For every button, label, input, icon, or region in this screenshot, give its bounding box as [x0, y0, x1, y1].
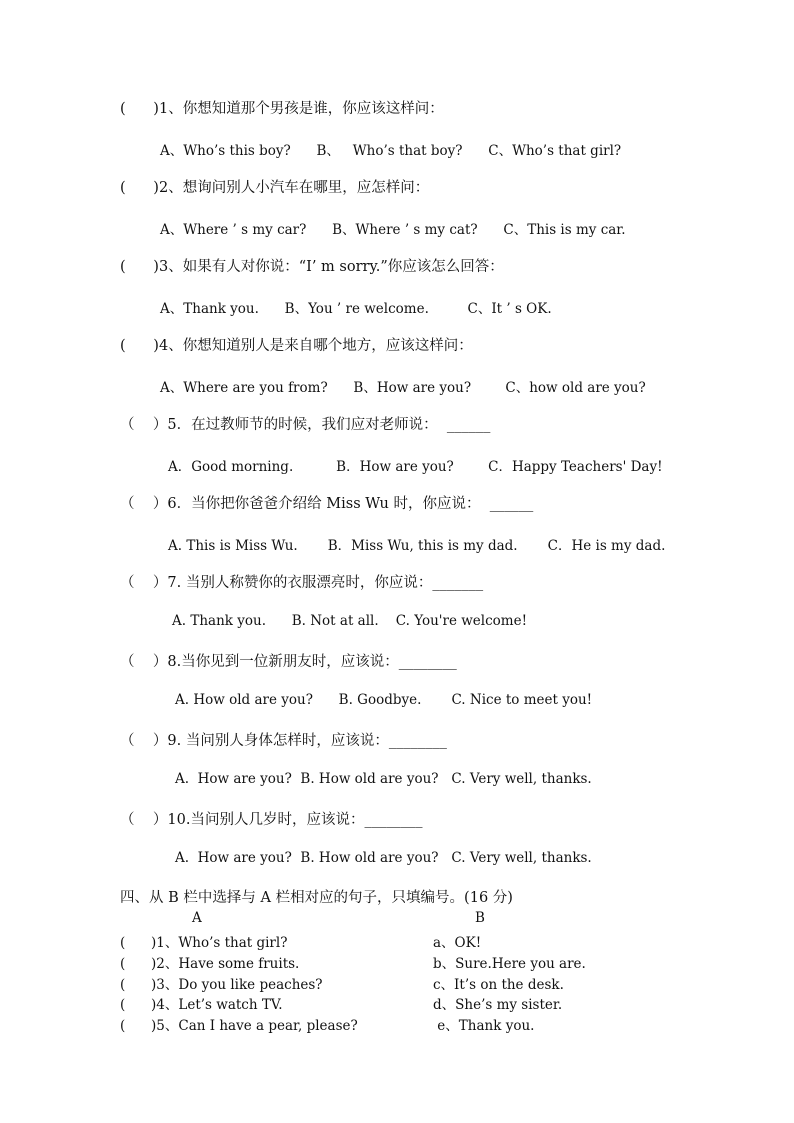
match-row-3-a: ( )3、Do you like peaches? [120, 977, 323, 993]
question-10-options: A. How are you? B. How old are you? C. Very well, thanks. [175, 850, 592, 866]
question-4-stem: ( )4、你想知道别人是来自哪个地方，应该这样问： [120, 338, 473, 354]
question-6-options: A. This is Miss Wu. B．Miss Wu, this is my dad. C．He is my dad. [168, 538, 666, 554]
match-row-5-b: e、Thank you. [433, 1018, 535, 1034]
match-row-2-a: ( )2、Have some fruits. [120, 956, 300, 972]
question-7-options: A. Thank you. B. Not at all. C. You're welcome! [172, 613, 528, 629]
match-row-2-b: b、Sure.Here you are. [433, 956, 586, 972]
question-8-stem: （ ）8.当你见到一位新朋友时，应该说：________ [120, 654, 457, 670]
column-b-header: B [475, 910, 485, 926]
question-5-stem: （ ）5．在过教师节的时候，我们应对老师说： ______ [120, 417, 491, 433]
question-8-options: A. How old are you? B. Goodbye. C. Nice to meet you! [175, 692, 593, 708]
match-row-1-b: a、OK! [433, 935, 482, 951]
match-row-3-b: c、It’s on the desk. [433, 977, 564, 993]
section-title: 四、从 B 栏中选择与 A 栏相对应的句子，只填编号。(16 分) [120, 890, 513, 906]
match-row-4-b: d、She’s my sister. [433, 997, 563, 1013]
question-2-options: A、Where ’ s my car? B、Where ’ s my cat? C、This is my car. [160, 222, 626, 238]
question-4-options: A、Where are you from? B、How are you? C、how old are you? [160, 380, 646, 396]
question-9-stem: （ ）9. 当问别人身体怎样时，应该说：________ [120, 733, 447, 749]
match-row-5-a: ( )5、Can I have a pear, please? [120, 1018, 358, 1034]
question-10-stem: （ ）10.当问别人几岁时，应该说：________ [120, 812, 423, 828]
column-a-header: A [192, 910, 202, 926]
match-row-1-a: ( )1、Who’s that girl? [120, 935, 288, 951]
question-5-options: A．Good morning. B．How are you? C．Happy Teachers' Day! [168, 459, 663, 475]
question-1-stem: ( )1、你想知道那个男孩是谁，你应该这样问： [120, 101, 444, 117]
question-3-stem: ( )3、如果有人对你说：“I’ m sorry.”你应该怎么回答： [120, 259, 504, 275]
question-9-options: A. How are you? B. How old are you? C. Very well, thanks. [175, 771, 592, 787]
question-2-stem: ( )2、想询问别人小汽车在哪里，应怎样问： [120, 180, 430, 196]
question-1-options: A、Who’s this boy? B、 Who’s that boy? C、Who’s that girl? [160, 143, 622, 159]
question-6-stem: （ ）6．当你把你爸爸介绍给 Miss Wu 时，你应说： ______ [120, 496, 534, 512]
question-7-stem: （ ）7. 当别人称赞你的衣服漂亮时，你应说：_______ [120, 575, 484, 591]
match-row-4-a: ( )4、Let’s watch TV. [120, 997, 283, 1013]
question-3-options: A、Thank you. B、You ’ re welcome. C、It ’ s OK. [160, 301, 552, 317]
